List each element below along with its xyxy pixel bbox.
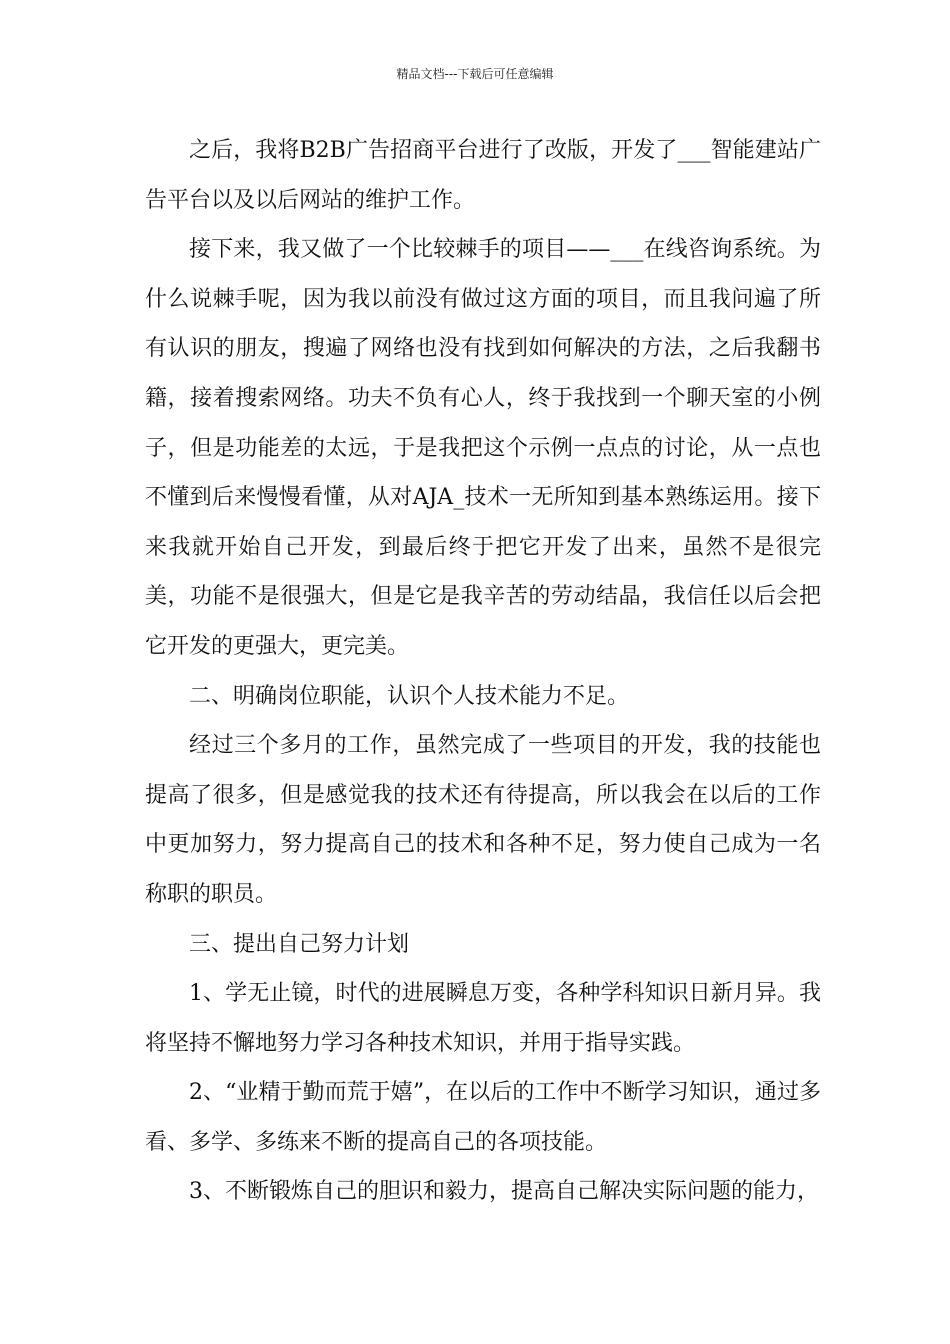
- section-heading-2: 二、明确岗位职能，认识个人技术能力不足。: [189, 683, 630, 709]
- page-header: 精品文档---下载后可任意编辑: [396, 67, 554, 81]
- plan-item-2: 2、“业精于勤而荒于嬉”，在以后的工作中不断学习知识，通过多看、多学、多练来不断的提高自己的各项技能。: [145, 1080, 821, 1155]
- paragraph-skill-improvement: 经过三个多月的工作，虽然完成了一些项目的开发，我的技能也提高了很多，但是感觉我的技术还有待提高，所以我会在以后的工作中更加努力，努力提高自己的技术和各种不足，努力使自己成为一名称职的职员。: [145, 733, 821, 907]
- paragraph-site-revamp: 之后，我将B2B广告招商平台进行了改版，开发了___智能建站广告平台以及以后网站的维护工作。: [145, 138, 821, 213]
- document-body: [145, 126, 821, 1217]
- paragraph-online-consult-project: 接下来，我又做了一个比较棘手的项目——___在线咨询系统。为什么说棘手呢，因为我以前没有做过这方面的项目，而且我问遍了所有认识的朋友，搜遍了网络也没有找到如何解决的方法，之后我翻书籍，接着搜索网络。功夫不负有心人，终于我找到一个聊天室的小例子，但是功能差的太远，于是我把这个示例一点点的讨论，从一点也不懂到后来慢慢看懂，从对AJA_技术一无所知到基本熟练运用。接下来我就开始自己开发，到最后终于把它开发了出来，虽然不是很完美，功能不是很强大，但是它是我辛苦的劳动结晶，我信任以后会把它开发的更强大，更完美。: [145, 237, 821, 659]
- plan-item-3: 3、不断锻炼自己的胆识和毅力，提高自己解决实际问题的能力，: [189, 1179, 819, 1205]
- plan-item-1: 1、学无止镜，时代的进展瞬息万变，各种学科知识日新月异。我将坚持不懈地努力学习各种技术知识，并用于指导实践。: [145, 981, 821, 1056]
- section-heading-3: 三、提出自己努力计划: [189, 931, 410, 957]
